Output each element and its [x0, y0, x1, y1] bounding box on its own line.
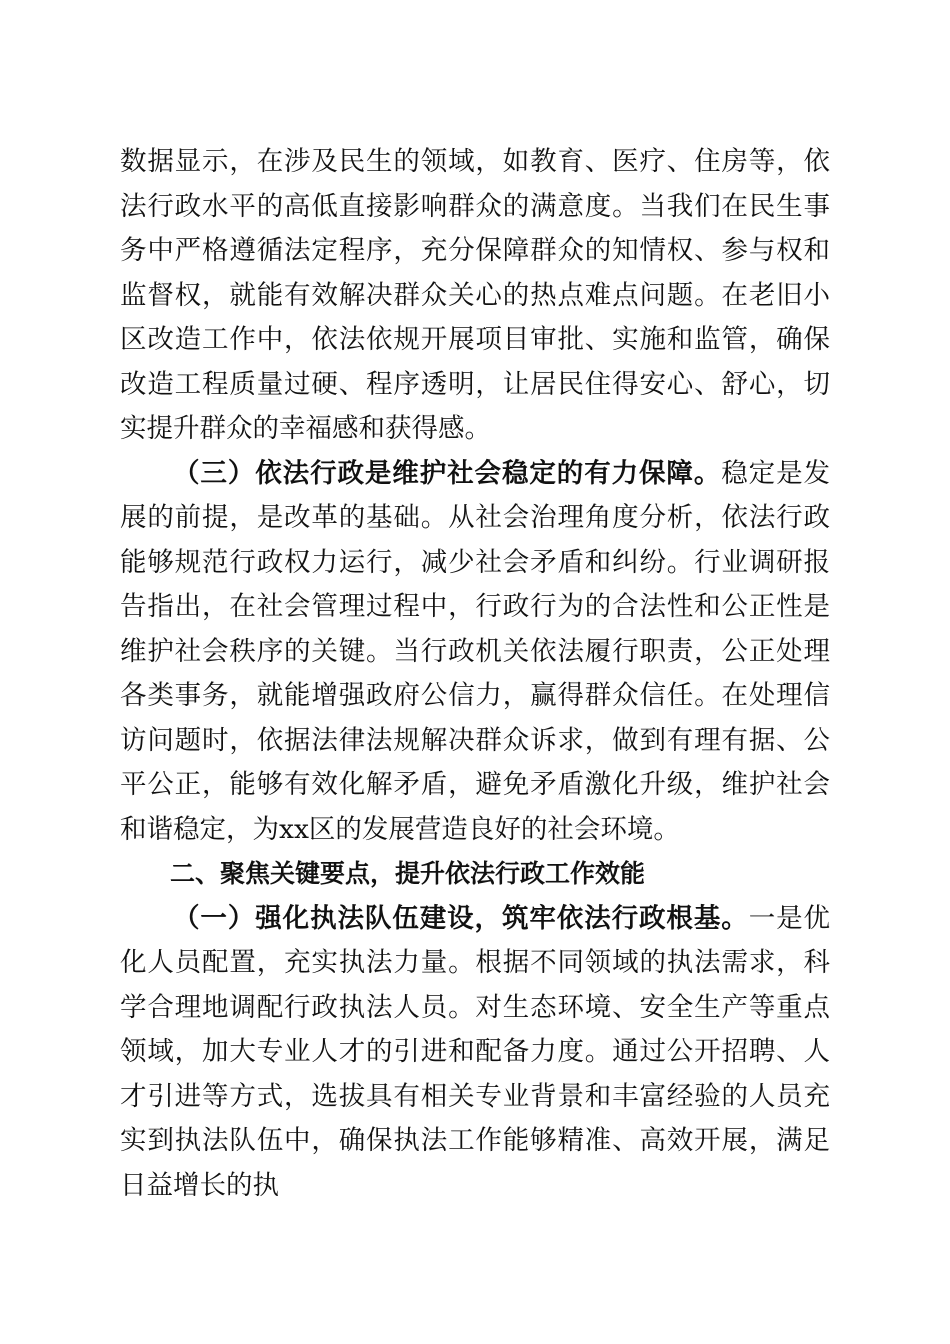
document-body	[120, 140, 830, 1208]
paragraph-section-three	[120, 452, 830, 853]
paragraph-section-two-one	[120, 897, 830, 1209]
paragraph-text: 数据显示，在涉及民生的领域，如教育、医疗、住房等，依法行政水平的高低直接影响群众的满意度。当我们在民生事务中严格遵循法定程序，充分保障群众的知情权、参与权和监督权，就能有效解决群众关心的热点难点问题。在老旧小区改造工作中，依法依规开展项目审批、实施和监管，确保改造工程质量过硬、程序透明，让居民住得安心、舒心，切实提升群众的幸福感和获得感。	[120, 146, 830, 444]
paragraph-lead-sentence: （三）依法行政是维护社会稳定的有力保障。	[173, 457, 722, 489]
section-heading: 二、聚焦关键要点，提升依法行政工作效能	[170, 859, 646, 888]
paragraph-text: 稳定是发展的前提，是改革的基础。从社会治理角度分析，依法行政能够规范行政权力运行，减少社会矛盾和纠纷。行业调研报告指出，在社会管理过程中，行政行为的合法性和公正性是维护社会秩序的关键。当行政机关依法履行职责，公正处理各类事务，就能增强政府公信力，赢得群众信任。在处理信访问题时，依据法律法规解决群众诉求，做到有理有据、公平公正，能够有效化解矛盾，避免矛盾激化升级，维护社会和谐稳定，为xx区的发展营造良好的社会环境。	[120, 457, 831, 845]
paragraph-continued	[120, 140, 830, 452]
paragraph-lead-sentence: （一）强化执法队伍建设，筑牢依法行政根基。	[173, 902, 749, 934]
paragraph-text: 一是优化人员配置，充实执法力量。根据不同领域的执法需求，科学合理地调配行政执法人员。对生态环境、安全生产等重点领域，加大专业人才的引进和配备力度。通过公开招聘、人才引进等方式，选拔具有相关专业背景和丰富经验的人员充实到执法队伍中，确保执法工作能够精准、高效开展，满足日益增长的执	[120, 902, 831, 1201]
